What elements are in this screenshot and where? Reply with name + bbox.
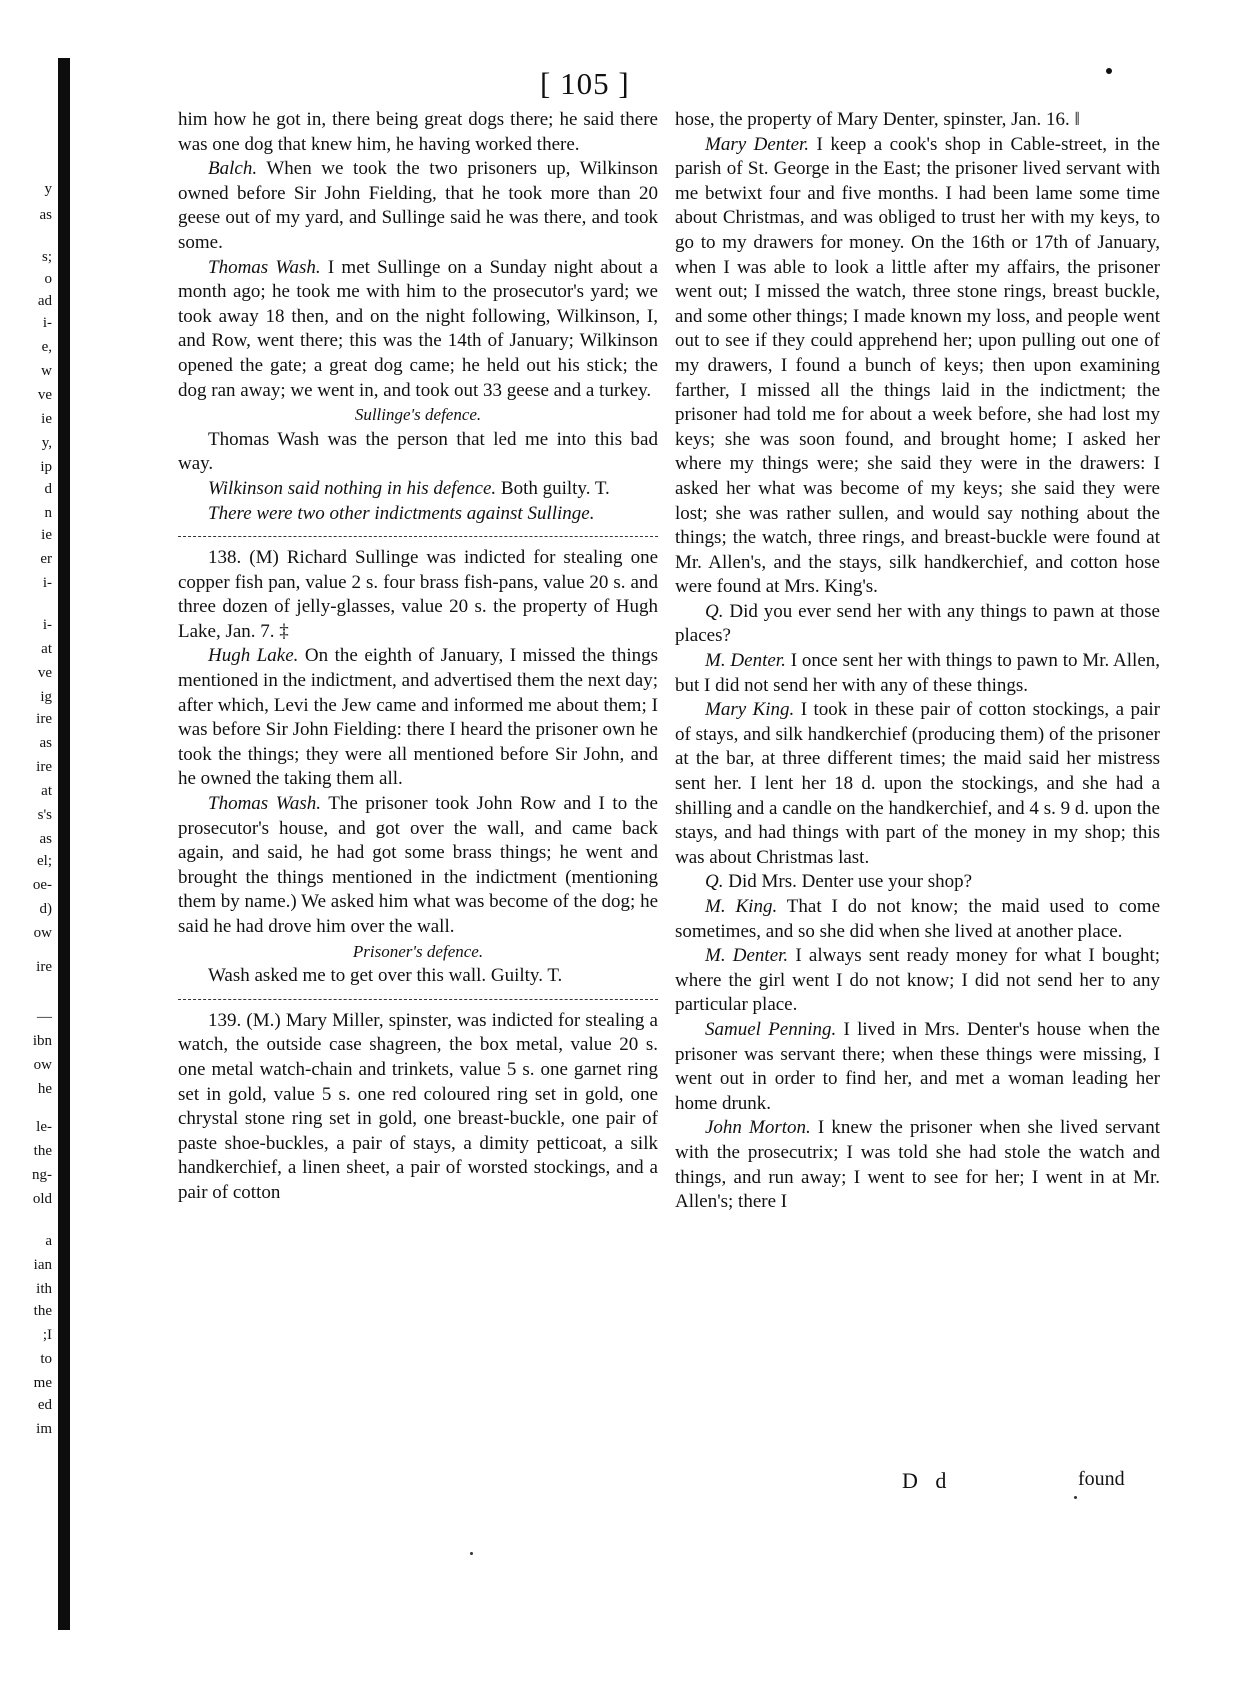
speaker-name: Thomas Wash. (208, 793, 321, 815)
speaker-name: Hugh Lake. (208, 645, 299, 667)
paragraph-text: That I do not know; the maid used to come sometimes, and so she did when she lived at another place. (675, 896, 1161, 942)
ink-dot (1106, 68, 1112, 74)
margin-fragment: s; (41, 249, 52, 265)
margin-fragment: ire (36, 711, 52, 727)
margin-fragment: ith (36, 1281, 52, 1297)
speaker-name: Mary Denter. (705, 133, 810, 155)
left-column (178, 108, 658, 1206)
margin-fragment: as (39, 207, 52, 223)
margin-fragment: w (41, 363, 52, 379)
paragraph (675, 649, 1160, 698)
margin-fragment: i- (42, 315, 52, 331)
margin-fragment: ie (41, 411, 52, 427)
paragraph-text: Wash asked me to get over this wall. Guilty. T. (208, 965, 563, 987)
speaker-name: Q. (705, 871, 724, 893)
speaker-name: Samuel Penning. (705, 1018, 837, 1040)
margin-fragment: ve (37, 387, 52, 403)
margin-fragment: ad (37, 293, 52, 309)
page-binding-edge (58, 58, 70, 1630)
paragraph (178, 428, 658, 477)
paragraph-text: I knew the prisoner when she lived servant with the prosecutrix; I was told she had stole the watch and things, and run away; I went to see for her; I went in at Mr. Allen's; there I (675, 1117, 1160, 1213)
margin-fragment: the (33, 1303, 52, 1319)
speaker-name: Balch. (208, 158, 258, 180)
paragraph (178, 256, 658, 404)
defence-heading: Sullinge's defence. (354, 405, 482, 425)
margin-fragment: ie (41, 527, 52, 543)
margin-fragment: ian (33, 1257, 52, 1273)
margin-fragment: el; (37, 853, 52, 869)
paragraph (675, 133, 1160, 600)
margin-fragment: s's (37, 807, 52, 823)
paragraph-text: On the eighth of January, I missed the things mentioned in the indictment, and advertised them the next day; after which, Levi the Jew came and informed me about them; I was before Sir John Fielding: there I heard the prisoner own he took the things; they were all mentioned before Sir John, and he owned the taking them all. (178, 645, 659, 790)
section-divider (178, 999, 658, 1000)
paragraph-text: I always sent ready money for what I bought; where the girl went I do not know; I did not send her to any particular place. (675, 945, 1161, 1016)
paragraph-text: I lived in Mrs. Denter's house when the prisoner was servant there; when these things were missing, I went out in order to find her, and met a woman leading her home drunk. (675, 1018, 1160, 1114)
paragraph (178, 546, 658, 644)
paragraph (178, 1009, 658, 1206)
trial-note: There were two other indictments against Sullinge. (208, 502, 595, 524)
margin-fragment: ow (33, 925, 52, 941)
paragraph-text: Both guilty. T. (496, 477, 610, 499)
margin-fragment: as (39, 831, 52, 847)
ink-speck (1074, 1496, 1077, 1499)
speaker-name: Thomas Wash. (208, 256, 321, 278)
paragraph (178, 108, 658, 157)
paragraph (675, 600, 1160, 649)
paragraph-text: Did Mrs. Denter use your shop? (723, 871, 973, 893)
margin-fragment: ng- (32, 1167, 52, 1183)
facing-page-margin (0, 0, 56, 1692)
paragraph (675, 944, 1160, 1018)
speaker-name: Q. (705, 600, 724, 622)
margin-fragment: ve (37, 665, 52, 681)
margin-fragment: as (39, 735, 52, 751)
margin-fragment: ibn (32, 1033, 52, 1049)
paragraph-text: I met Sullinge on a Sunday night about a month ago; he took me with him to the prosecutor's yard; we took away 18 then, and on the night following, Wilkinson, I, and Row, went there; this was the 14th of January; Wilkinson opened the gate; a great dog came; he held out his stick; the dog ran away; we went in, and took out 33 geese and a turkey. (178, 256, 658, 401)
right-column (675, 108, 1160, 1215)
speaker-name: Wilkinson said nothing in his defence. (208, 477, 497, 499)
paragraph-text: I once sent her with things to pawn to Mr. Allen, but I did not send her with any of these things. (675, 650, 1161, 696)
paragraph-text: I keep a cook's shop in Cable-street, in the parish of St. George in the East; the prisoner lived servant with me betwixt four and five months. I had been lame some time about Christmas, and was obliged to trust her with my keys, to go to my drawers for money. On the 16th or 17th of January, when I was able to look a little after my affairs, the prisoner went out; I missed the watch, three stone rings, breast buckle, and some other things; I made known my loss, and people went out to see if they could apprehend her; upon pulling out one of my drawers, I found a bunch of keys; then upon examining farther, I missed all the things laid in the indictment; the prisoner had told me for about a week before, she had lost my keys; she was soon found, and brought home; I asked her where my things were; she said they were in the drawers: I asked her what was become of my keys; she said they were lost; she was rather sullen, and would say nothing about the things; the watch, three rings, and breast-buckle were found at Mr. Allen's, and the stays, silk handkerchief, and cotton hose were found at Mrs. King's. (675, 133, 1160, 598)
paragraph (675, 1018, 1160, 1116)
paragraph (178, 477, 658, 502)
margin-fragment: d (44, 481, 52, 497)
paragraph-text: him how he got in, there being great dogs there; he said there was one dog that knew him, he having worked there. (178, 109, 658, 155)
margin-fragment: n (44, 505, 52, 521)
paragraph-text: 138. (M) Richard Sullinge was indicted for stealing one copper fish pan, value 2 s. four brass fish-pans, value 20 s. and three dozen of jelly-glasses, value 20 s. the property of Hugh Lake, Jan. 7. ‡ (178, 547, 658, 642)
paragraph-text: 139. (M.) Mary Miller, spinster, was indicted for stealing a watch, the outside case shagreen, the box metal, value 20 s. one metal watch-chain and trinkets, value 5 s. one garnet ring set in gold, value 5 s. one red coloured ring set in gold, one chrystal stone ring set in gold, one breast-buckle, one pair of paste shoe-buckles, a pair of stays, a dimity petticoat, a silk handkerchief, a linen sheet, a pair of worsted stockings, and a pair of cotton (178, 1009, 658, 1203)
margin-fragment: ire (36, 759, 52, 775)
catchword: found (1078, 1468, 1125, 1490)
paragraph-text: I took in these pair of cotton stockings, a pair of stays, and silk handkerchief (producing them) of the prisoner at the bar, at three different times; the maid said her mistress sent her. I lent her 18 d. upon the stockings, and she had a shilling and a candle on the handkerchief, and 4 s. 9 d. upon the stays, and had things with part of the money in my shop; this was about Christmas last. (675, 699, 1160, 868)
paragraph (178, 964, 658, 989)
speaker-name: Mary King. (705, 699, 795, 721)
margin-fragment: he (37, 1081, 52, 1097)
margin-fragment: y (44, 181, 52, 197)
paragraph (675, 698, 1160, 870)
paragraph (178, 157, 658, 255)
defence-heading: Prisoner's defence. (352, 941, 484, 961)
margin-fragment: ow (33, 1057, 52, 1073)
speaker-name: M. Denter. (705, 945, 789, 967)
paragraph (675, 895, 1160, 944)
margin-fragment: at (41, 783, 52, 799)
margin-fragment: oe- (32, 877, 52, 893)
speaker-name: M. King. (705, 896, 778, 917)
margin-fragment: ;I (42, 1327, 52, 1343)
margin-fragment: im (36, 1421, 52, 1437)
margin-fragment: me (33, 1375, 52, 1391)
margin-fragment: old (32, 1191, 52, 1207)
paragraph-text: The prisoner took John Row and I to the prosecutor's house, and got over the wall, and came back again, and said, he had got some brass things; he went and brought the things mentioned in the indictment (mentioning them by name.) We asked him what was become of the dog; he said he had drove him over the wall. (178, 793, 658, 937)
paragraph-text: When we took the two prisoners up, Wilkinson owned before Sir John Fielding, that he took more than 20 geese out of my yard, and Sullinge said he was there, and took some. (178, 158, 658, 253)
margin-fragment: — (37, 1009, 52, 1025)
ink-speck (470, 1552, 473, 1555)
margin-fragment: ed (37, 1397, 52, 1413)
signature-mark: D d (902, 1468, 953, 1493)
margin-fragment: o (44, 271, 52, 287)
paragraph-text: hose, the property of Mary Denter, spinster, Jan. 16. ‖ (675, 109, 1080, 130)
margin-fragment: y, (41, 435, 52, 451)
margin-fragment: d) (39, 901, 52, 917)
margin-fragment: i- (42, 617, 52, 633)
page-number: [ 105 ] (540, 66, 630, 101)
paragraph-text: Thomas Wash was the person that led me into this bad way. (178, 428, 658, 475)
margin-fragment: to (40, 1351, 52, 1367)
margin-fragment: er (40, 551, 52, 567)
margin-fragment: at (41, 641, 52, 657)
margin-fragment: le- (36, 1119, 52, 1135)
margin-fragment: ire (36, 959, 52, 975)
margin-fragment: the (33, 1143, 52, 1159)
paragraph (675, 108, 1160, 133)
speaker-name: M. Denter. (705, 650, 786, 672)
paragraph (675, 870, 1160, 895)
margin-fragment: e, (41, 339, 52, 355)
speaker-name: John Morton. (705, 1117, 811, 1139)
margin-fragment: ip (40, 459, 52, 475)
paragraph (178, 644, 658, 792)
margin-fragment: i- (42, 575, 52, 591)
paragraph (178, 792, 658, 940)
margin-fragment: ig (40, 689, 52, 705)
section-divider (178, 536, 658, 537)
paragraph-text: Did you ever send her with any things to pawn at those places? (675, 600, 1160, 647)
margin-fragment: a (45, 1233, 52, 1249)
paragraph (675, 1116, 1160, 1214)
